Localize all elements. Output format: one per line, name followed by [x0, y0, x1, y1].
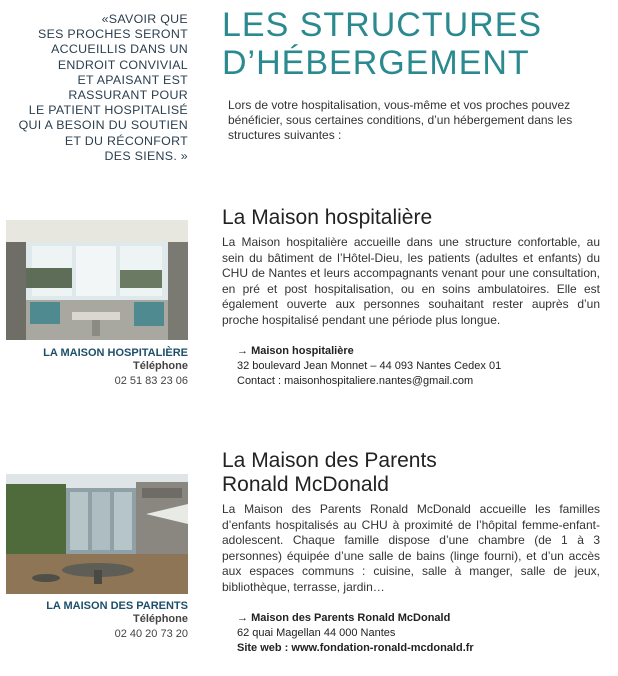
section-body-maison-des-parents: La Maison des Parents Ronald McDonald accueille les familles d’enfants hospitalisés au CHU à proximité de l’hôpital femme-enfant-adolescent. Chaque famille dispose d’une chambre (de 1 à 3 personnes) équipée d’une salle de bains (linge fourni), et d’un accès aux espaces communs : cuisine, salle à manger, salle de jeux, bibliothèque, terrasse, jardin…: [222, 502, 600, 594]
intro-paragraph: Lors de votre hospitalisation, vous-même et vos proches pouvez bénéficier, sous certaines conditions, d’un hébergement dans les structures suivantes :: [228, 98, 573, 142]
address-website[interactable]: Site web : www.fondation-ronald-mcdonald.fr: [237, 642, 474, 654]
address-title: Maison des Parents Ronald McDonald: [251, 612, 451, 624]
caption-name: LA MAISON HOSPITALIÈRE: [43, 347, 188, 359]
caption-name: LA MAISON DES PARENTS: [46, 600, 188, 612]
caption-phone-label: Téléphone: [132, 613, 188, 625]
address-line: 32 boulevard Jean Monnet – 44 093 Nantes Cedex 01: [237, 360, 502, 372]
quote-line: DES SIENS. »: [104, 148, 188, 163]
quote-line: RASSURANT POUR: [68, 88, 188, 103]
page-title: [222, 6, 542, 82]
arrow-icon: →: [237, 612, 248, 624]
caption-phone: 02 51 83 23 06: [114, 375, 188, 387]
section-title-text: La Maison hospitalière: [222, 206, 433, 229]
address-title: Maison hospitalière: [251, 345, 354, 357]
maison-hospitaliere-caption: [6, 347, 188, 388]
maison-des-parents-caption: [6, 600, 188, 641]
quote-line: ACCUEILLIS DANS UN: [51, 42, 188, 57]
section-body-maison-hospitaliere: La Maison hospitalière accueille dans une structure confortable, au sein du bâtiment de l’Hôtel-Dieu, les patients (adultes et enfants) du CHU de Nantes et leurs accompagnants venant pour une consultation, en pré et post hospitalisation, ou en soins ambulatoires. Elle est également ouverte aux personnes souhaitant rester auprès d’un proche hospitalisé pendant une période plus longue.: [222, 235, 600, 327]
address-maison-des-parents: [237, 611, 474, 656]
quote-line: SES PROCHES SERONT: [38, 27, 188, 42]
quote-line: QUI A BESOIN DU SOUTIEN: [18, 118, 188, 133]
quote-line: ET APAISANT EST: [77, 72, 188, 87]
address-maison-hospitaliere: [237, 344, 501, 389]
section-title-line2: Ronald McDonald: [222, 473, 389, 496]
quote-line: «SAVOIR QUE: [101, 12, 188, 26]
section-title-maison-des-parents: [222, 449, 437, 497]
address-contact[interactable]: Contact : maisonhospitaliere.nantes@gmail.com: [237, 375, 474, 387]
quote-line: LE PATIENT HOSPITALISÉ: [28, 103, 188, 118]
caption-phone: 02 40 20 73 20: [114, 628, 188, 640]
section-title-maison-hospitaliere: [222, 206, 432, 230]
address-line: 62 quai Magellan 44 000 Nantes: [237, 627, 396, 639]
maison-hospitaliere-photo: [6, 220, 188, 340]
section-title-line1: La Maison des Parents: [222, 449, 437, 472]
page-title-line1: LES STRUCTURES: [222, 6, 543, 44]
pull-quote: [0, 12, 188, 164]
quote-line: ENDROIT CONVIVIAL: [57, 57, 188, 72]
arrow-icon: →: [237, 345, 248, 357]
quote-line: ET DU RÉCONFORT: [64, 133, 188, 148]
maison-des-parents-photo: [6, 474, 188, 594]
caption-phone-label: Téléphone: [132, 360, 188, 372]
page-title-line2: D’HÉBERGEMENT: [222, 44, 530, 82]
